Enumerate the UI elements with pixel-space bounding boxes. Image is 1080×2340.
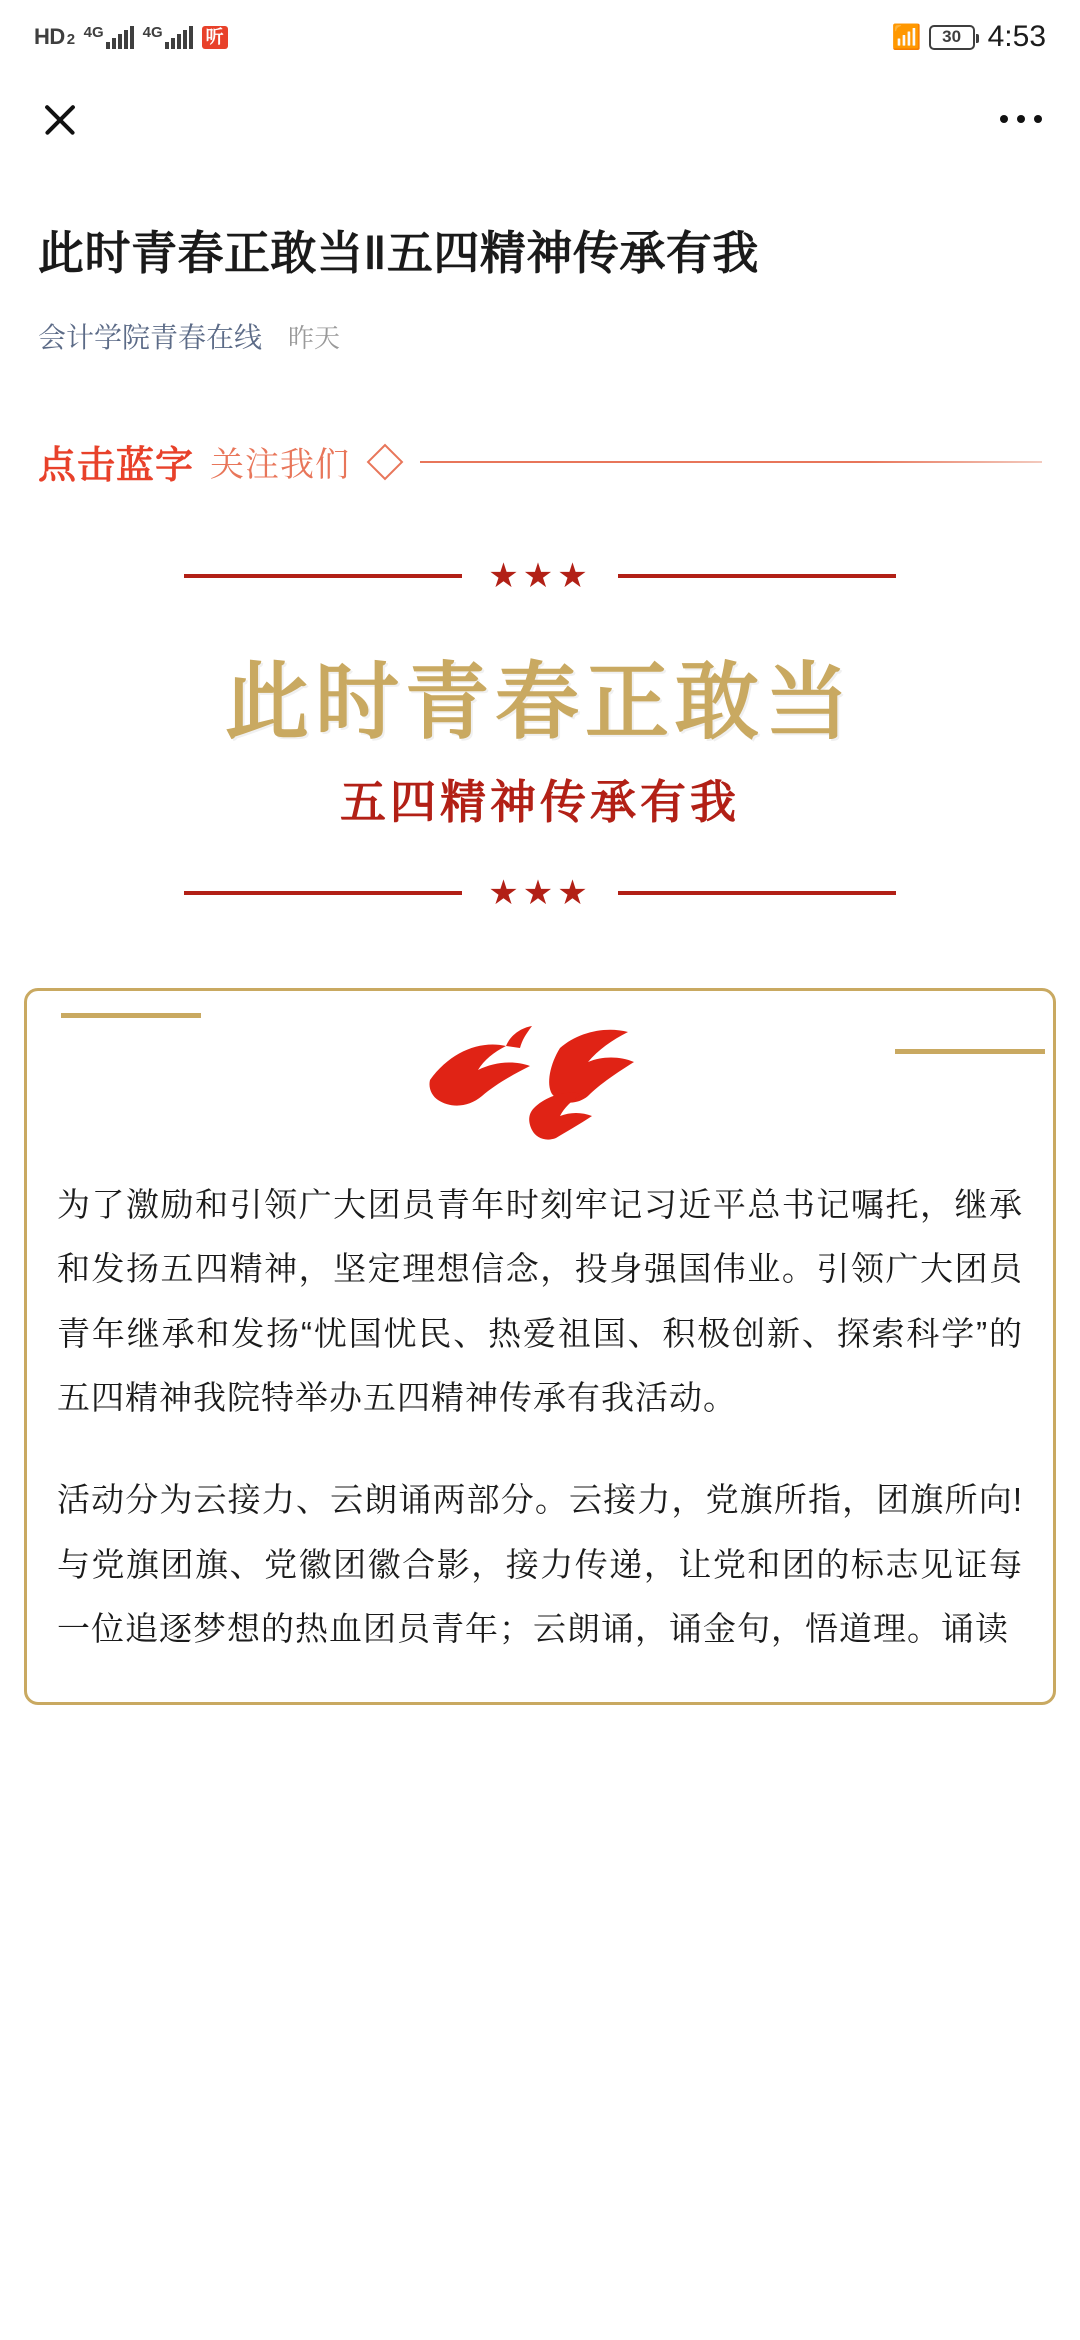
- banner-bottom-rule-row: [38, 874, 1042, 913]
- signal-icon-2: [142, 23, 193, 49]
- network-type-label-1: 4G: [83, 23, 104, 41]
- body-paragraph-1: 为了激励和引领广大团员青年时刻牢记习近平总书记嘱托，继承和发扬五四精神，坚定理想信念，投身强国伟业。引领广大团员青年继承和发扬“忧国忧民、热爱祖国、积极创新、探索科学”的五四精神我院特举办五四精神传承有我活动。: [57, 1186, 1023, 1417]
- signal-icon-1: [83, 23, 134, 49]
- status-bar-right: [892, 20, 1046, 54]
- article-banner: [38, 557, 1042, 913]
- listening-icon: 听: [202, 26, 228, 49]
- article-meta: [38, 316, 1042, 356]
- close-icon[interactable]: [38, 97, 82, 141]
- status-bar-left: [34, 24, 228, 50]
- diamond-icon: [367, 443, 404, 480]
- nav-bar: [0, 74, 1080, 164]
- banner-rule-left-2: [184, 891, 462, 895]
- card-accent-top-left: [61, 1013, 201, 1018]
- clock-label: 4:53: [987, 20, 1046, 53]
- banner-top-rule-row: [38, 557, 1042, 596]
- network-type-label-2: 4G: [142, 23, 163, 41]
- publish-date-label: 昨天: [288, 323, 341, 354]
- hd-sub-label: 2: [66, 31, 75, 48]
- card-accent-top-right: [895, 1049, 1045, 1054]
- more-options-icon[interactable]: [1000, 115, 1042, 123]
- hd-icon: [34, 24, 75, 50]
- status-bar: [0, 0, 1080, 74]
- banner-rule-right-2: [618, 891, 896, 895]
- banner-sub-title: 五四精神传承有我: [340, 776, 740, 829]
- follow-prompt-strong: 点击蓝字: [38, 445, 195, 488]
- stars-icon-top: ★★★: [488, 557, 592, 596]
- doves-illustration: [57, 1017, 1023, 1157]
- banner-rule-left: [184, 574, 462, 578]
- stars-icon-bottom: ★★★: [488, 874, 592, 913]
- page-title: 此时青春正敢当‖五四精神传承有我: [38, 227, 759, 279]
- article-body-card: [24, 988, 1056, 1704]
- follow-prompt-light: 关注我们: [210, 446, 351, 485]
- decorative-rule: [420, 461, 1042, 463]
- vibrate-icon: 📶: [891, 23, 920, 51]
- banner-main-title: 此时青春正敢当: [224, 655, 855, 750]
- follow-prompt[interactable]: [38, 434, 1042, 489]
- hd-label: HD: [34, 24, 65, 49]
- battery-icon: [929, 25, 975, 50]
- banner-rule-right: [618, 574, 896, 578]
- account-link[interactable]: 会计学院青春在线: [38, 322, 263, 354]
- body-paragraph-2: 活动分为云接力、云朗诵两部分。云接力，党旗所指，团旗所向!与党旗团旗、党徽团徽合影，接力传递，让党和团的标志见证每一位追逐梦想的热血团员青年；云朗诵，诵金句，悟道理。诵读: [57, 1481, 1023, 1648]
- doves-icon: [410, 1022, 670, 1152]
- article-header: [0, 222, 1080, 913]
- battery-level-label: 30: [942, 27, 962, 46]
